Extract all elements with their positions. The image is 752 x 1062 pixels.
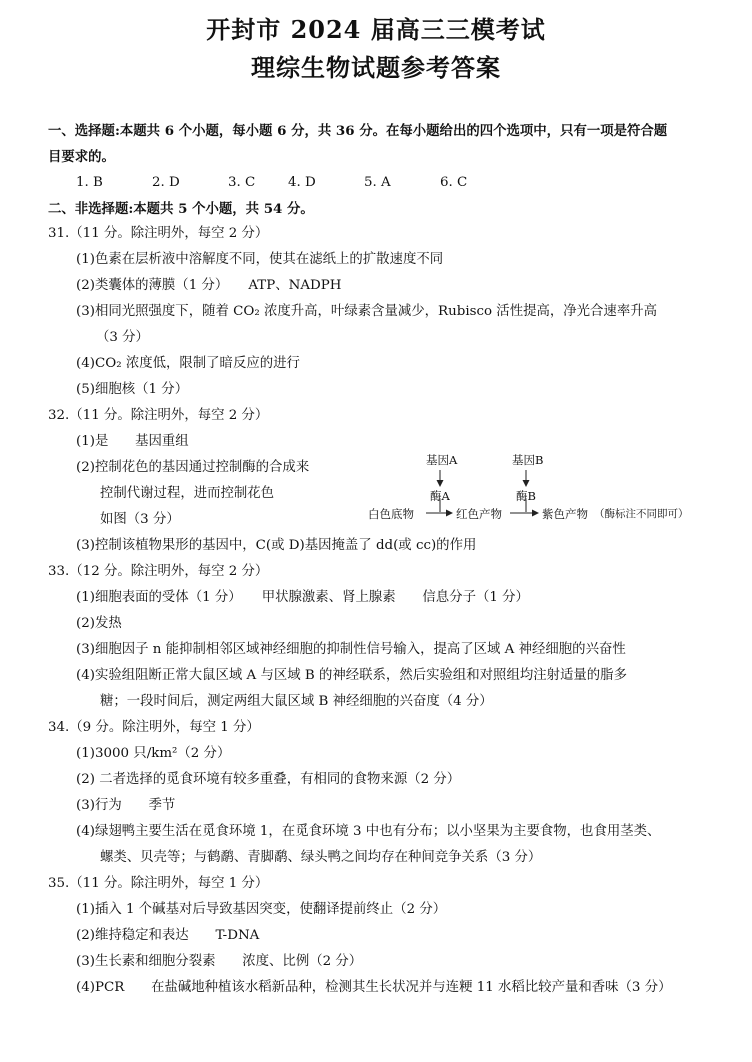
- answer-3: 3. C: [228, 175, 256, 190]
- q32-line: 如图（3 分）: [100, 512, 180, 527]
- q34-line: (1)3000 只/km²（2 分）: [76, 746, 231, 761]
- q31-line: (2)类囊体的薄膜（1 分） ATP、NADPH: [76, 278, 342, 293]
- pathway-diagram: [368, 452, 718, 532]
- choice-answers: [76, 174, 516, 192]
- q33-head: 33.（12 分。除注明外，每空 2 分）: [48, 564, 269, 579]
- diagram-note: （酶标注不同即可）: [594, 508, 689, 520]
- q32-line: (1)是 基因重组: [76, 434, 189, 449]
- q35-line: (2)维持稳定和表达 T-DNA: [76, 928, 260, 943]
- enzyme-b-label: 酶B: [516, 489, 536, 503]
- q31-line: (1)色素在层析液中溶解度不同，使其在滤纸上的扩散速度不同: [76, 252, 444, 267]
- q34-line: (3)行为 季节: [76, 798, 176, 813]
- q35-line: (3)生长素和细胞分裂素 浓度、比例（2 分）: [76, 954, 363, 969]
- q33-line: (1)细胞表面的受体（1 分） 甲状腺激素、肾上腺素 信息分子（1 分）: [76, 590, 529, 605]
- q31-line: (5)细胞核（1 分）: [76, 382, 189, 397]
- section1-heading-b: 目要求的。: [48, 149, 115, 165]
- q34-line: (2) 二者选择的觅食环境有较多重叠，有相同的食物来源（2 分）: [76, 772, 461, 787]
- section2-heading: 二、非选择题:本题共 5 个小题，共 54 分。: [48, 201, 314, 217]
- gene-a-label: 基因A: [426, 453, 458, 467]
- q34-head: 34.（9 分。除注明外，每空 1 分）: [48, 720, 260, 735]
- q33-line: (3)细胞因子 n 能抑制相邻区域神经细胞的抑制性信号输入，提高了区域 A 神经细胞的兴奋性: [76, 642, 626, 657]
- gene-b-label: 基因B: [512, 453, 544, 467]
- q32-line: 控制代谢过程，进而控制花色: [100, 486, 275, 501]
- q32-line: (2)控制花色的基因通过控制酶的合成来: [76, 460, 310, 475]
- q31-line: (3)相同光照强度下，随着 CO₂ 浓度升高，叶绿素含量减少，Rubisco 活性提高，净光合速率升高: [76, 304, 657, 319]
- section1-heading-a: 一、选择题:本题共 6 个小题，每小题 6 分，共 36 分。在每小题给出的四个选项中，只有一项是符合题: [48, 123, 668, 139]
- white-substrate-label: 白色底物: [368, 507, 414, 521]
- answer-6: 6. C: [440, 175, 468, 190]
- title-line-1: 开封市 2024 届高三三模考试: [206, 15, 546, 44]
- q34-line: (4)绿翅鸭主要生活在觅食环境 1，在觅食环境 3 中也有分布；以小坚果为主要食物，也食用茎类、: [76, 824, 661, 839]
- q32-line: (3)控制该植物果形的基因中，C(或 D)基因掩盖了 dd(或 cc)的作用: [76, 538, 477, 553]
- enzyme-a-label: 酶A: [430, 489, 450, 503]
- answer-2: 2. D: [152, 175, 180, 190]
- q33-line: (4)实验组阻断正常大鼠区域 A 与区域 B 的神经联系，然后实验组和对照组均注射适量的脂多: [76, 668, 627, 683]
- q31-line: (4)CO₂ 浓度低，限制了暗反应的进行: [76, 356, 300, 371]
- q32-head: 32.（11 分。除注明外，每空 2 分）: [48, 408, 269, 423]
- answer-1: 1. B: [76, 175, 103, 190]
- q33-line: 糖；一段时间后，测定两组大鼠区域 B 神经细胞的兴奋度（4 分）: [100, 694, 493, 709]
- answer-4: 4. D: [288, 175, 316, 190]
- q35-head: 35.（11 分。除注明外，每空 1 分）: [48, 876, 269, 891]
- answer-5: 5. A: [364, 175, 391, 190]
- title-line-2: 理综生物试题参考答案: [251, 53, 501, 82]
- q35-line: (4)PCR 在盐碱地种植该水稻新品种，检测其生长状况并与连粳 11 水稻比较产量和香味（3 分）: [76, 980, 672, 995]
- q31-line: （3 分）: [96, 330, 149, 345]
- q35-line: (1)插入 1 个碱基对后导致基因突变，使翻译提前终止（2 分）: [76, 902, 447, 917]
- q31-head: 31.（11 分。除注明外，每空 2 分）: [48, 226, 269, 241]
- q33-line: (2)发热: [76, 616, 122, 631]
- red-product-label: 红色产物: [456, 507, 502, 521]
- q34-line: 螺类、贝壳等；与鹤鹬、青脚鹬、绿头鸭之间均存在种间竞争关系（3 分）: [100, 850, 542, 865]
- purple-product-label: 紫色产物: [542, 507, 588, 521]
